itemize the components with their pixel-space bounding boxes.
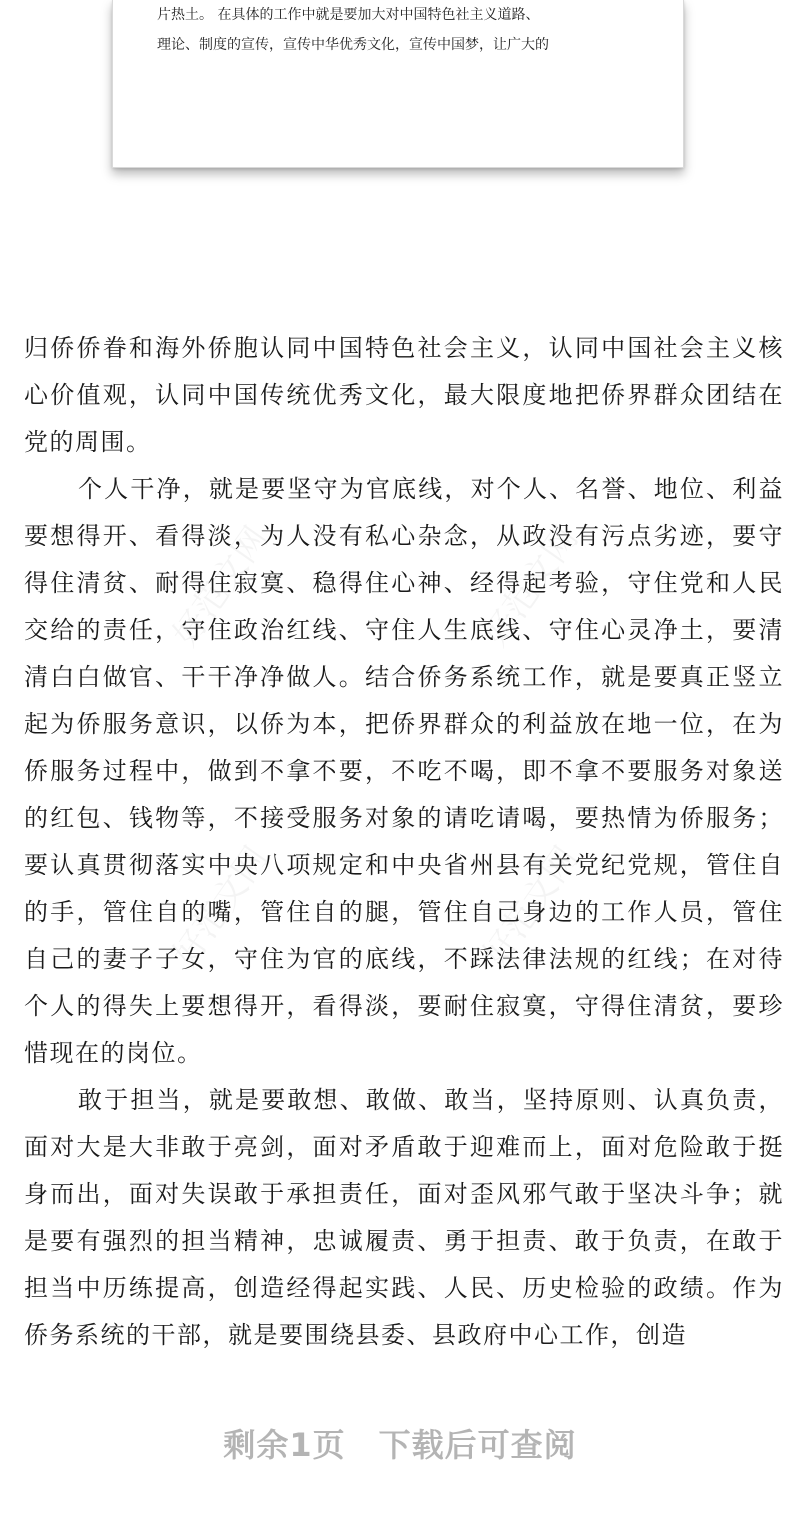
paragraph-taking-responsibility: 敢于担当，就是要敢想、敢做、敢当，坚持原则、认真负责，面对大是大非敢于亮剑，面对矛盾敢于迎难而上，面对危险敢于挺身而出，面对失误敢于承担责任，面对歪风邪气敢于坚决斗争；就是要有强烈的担当精神，忠诚履责、勇于担责、敢于负责，在敢于担当中历练提高，创造经得起实践、人民、历史检验的政绩。作为侨务系统的干部，就是要围绕县委、县政府中心工作，创造: [24, 1086, 784, 1349]
paragraph-continuation: 归侨侨眷和海外侨胞认同中国特色社会主义，认同中国社会主义核心价值观，认同中国传统优秀文化，最大限度地把侨界群众团结在党的周围。: [24, 334, 784, 456]
paragraph-personal-integrity: 个人干净，就是要坚守为官底线，对个人、名誉、地位、利益要想得开、看得淡，为人没有私心杂念，从政没有污点劣迹，要守得住清贫、耐得住寂寞、稳得住心神、经得起考验，守住党和人民交给的责任，守住政治红线、守住人生底线、守住心灵净土，要清清白白做官、干干净净做人。结合侨务系统工作，就是要真正竖立起为侨服务意识，以侨为本，把侨界群众的利益放在地一位，在为侨服务过程中，做到不拿不要，不吃不喝，即不拿不要服务对象送的红包、钱物等，不接受服务对象的请吃请喝，要热情为侨服务；要认真贯彻落实中央八项规定和中央省州县有关党纪党规，管住自的手，管住自的嘴，管住自的腿，管住自己身边的工作人员，管住自己的妻子子女，守住为官的底线，不踩法律法规的红线；在对待个人的得失上要想得开，看得淡，要耐住寂寞，守得住清贫，要珍惜现在的岗位。: [24, 475, 784, 1067]
download-to-read-more-button[interactable]: 剩余1页 下载后可查阅: [223, 1426, 577, 1464]
previous-page-line: 理论、制度的宣传，宣传中华优秀文化，宣传中国梦，让广大的: [157, 37, 549, 53]
article-body: [24, 325, 784, 1359]
previous-page-line: 片热土。 在具体的工作中就是要加大对中国特色社主义道路、: [157, 7, 540, 23]
previous-page-card: [112, 0, 684, 168]
